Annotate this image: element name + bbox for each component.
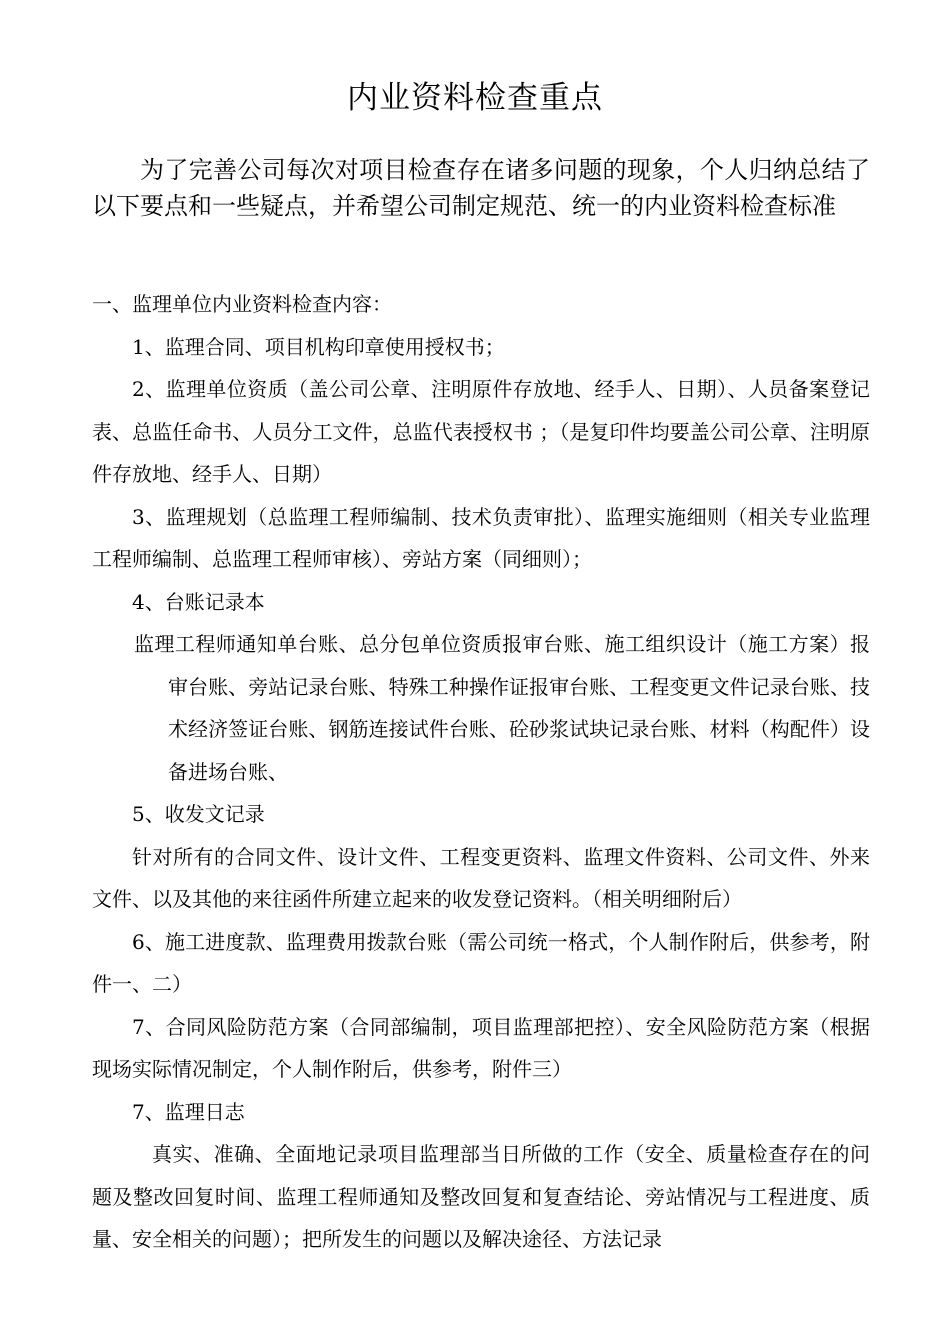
intro-paragraph: 为了完善公司每次对项目检查存在诸多问题的现象，个人归纳总结了以下要点和一些疑点，并希望公司制定规范、统一的内业资料检查标准 xyxy=(92,156,870,220)
item-qualification: 2、监理单位资质（盖公司公章、注明原件存放地、经手人、日期）、人员备案登记表、总监任命书、人员分工文件，总监代表授权书 ；（是复印件均要盖公司公章、注明原件存放地、经手人、日期） xyxy=(92,377,870,486)
item-risk: 7、合同风险防范方案（合同部编制，项目监理部把控）、安全风险防范方案（根据现场实际情况制定，个人制作附后，供参考，附件三） xyxy=(92,1014,870,1081)
item-dispatch-text: 针对所有的合同文件、设计文件、工程变更资料、监理文件资料、公司文件、外来文件、以及其他的来往函件所建立起来的收发登记资料。（相关明细附后） xyxy=(92,844,870,911)
item-ledger-list: 监理工程师通知单台账、总分包单位资质报审台账、施工组织设计（施工方案）报审台账、旁站记录台账、特殊工种操作证报审台账、工程变更文件记录台账、技术经济签证台账、钢筋连接试件台账、砼砂浆试块记录台账、材料（构配件）设备进场台账、 xyxy=(134,632,870,784)
item-ledger-heading: 4、台账记录本 xyxy=(132,589,265,614)
item-log-heading: 7、监理日志 xyxy=(132,1099,245,1124)
item-contract: 1、监理合同、项目机构印章使用授权书； xyxy=(132,334,505,359)
item-dispatch-heading: 5、收发文记录 xyxy=(132,802,265,826)
document-body xyxy=(92,283,870,1261)
section-heading: 一、监理单位内业资料检查内容： xyxy=(92,292,392,316)
item-planning: 3、监理规划（总监理工程师编制、技术负责审批）、监理实施细则（相关专业监理工程师编制、总监理工程师审核）、旁站方案（同细则）； xyxy=(92,504,870,571)
item-log-text: 真实、准确、全面地记录项目监理部当日所做的工作（安全、质量检查存在的问题及整改回复时间、监理工程师通知及整改回复和复查结论、旁站情况与工程进度、质量、安全相关的问题）；把所发生的问题以及解决途径、方法记录 xyxy=(92,1142,870,1251)
item-payment: 6、施工进度款、监理费用拨款台账（需公司统一格式，个人制作附后，供参考，附件一、二） xyxy=(92,929,870,996)
document-title: 内业资料检查重点 xyxy=(347,80,603,116)
